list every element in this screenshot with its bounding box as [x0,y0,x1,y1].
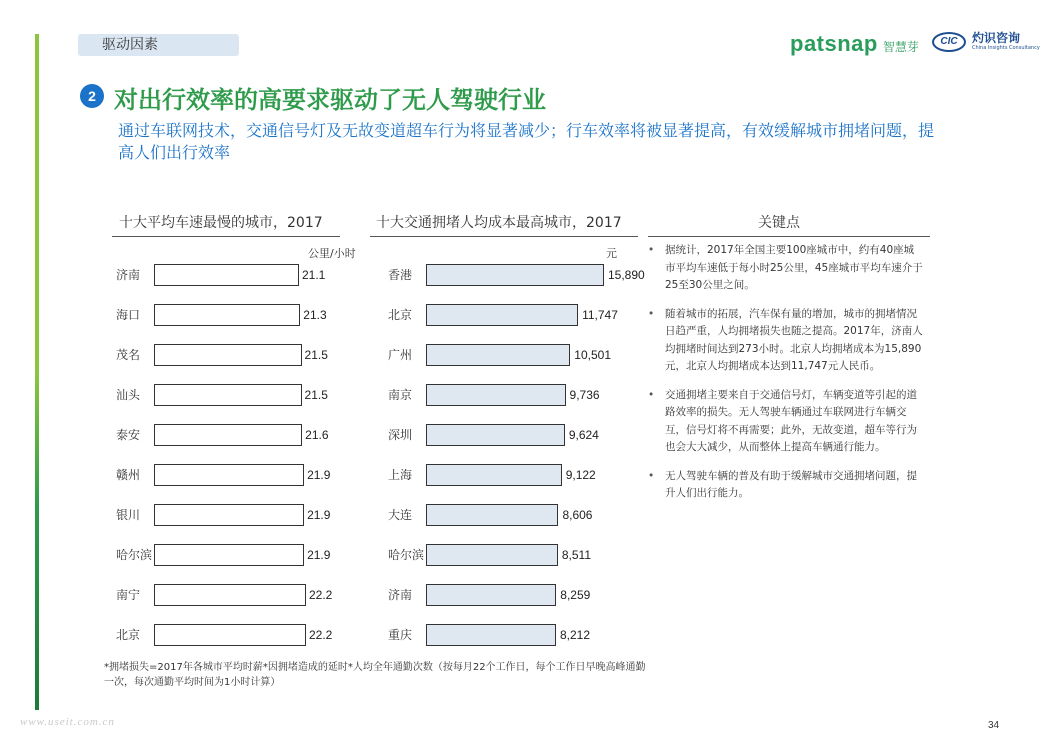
chart1-category-label: 茂名 [116,348,141,362]
chart2-bar [426,584,556,606]
chart1-bar [154,304,300,326]
chart1-bar [154,464,304,486]
chart2-value-label: 9,736 [569,388,600,402]
chart1-row [116,304,356,344]
chart1-row [116,624,356,664]
section-tag: 驱动因素 [78,34,239,56]
chart2-bar [426,384,566,406]
chart1-slowest-speed [116,264,356,654]
chart2-bar [426,424,565,446]
chart2-value-label: 8,606 [562,508,593,522]
page-title: 对出行效率的高要求驱动了无人驾驶行业 [114,86,546,114]
cic-logo-cn: 灼识咨询 [972,31,1021,45]
chart2-bar [426,544,558,566]
key-points-list [648,242,923,514]
chart1-category-label: 泰安 [116,428,141,442]
cic-logo [932,32,1040,52]
chart2-row [388,264,648,304]
chart1-category-label: 北京 [116,628,141,642]
chart1-title: 十大平均车速最慢的城市，2017 [119,215,323,231]
key-points-title: 关键点 [758,215,800,231]
chart2-bar [426,264,604,286]
chart2-value-label: 10,501 [574,348,611,362]
page-subtitle: 通过车联网技术，交通信号灯及无故变道超车行为将显著减少；行车效率将被显著提高，有效缓解城市拥堵问题，提高人们出行效率 [118,121,935,162]
chart2-bar [426,344,570,366]
chart2-row [388,584,648,624]
chart2-row [388,344,648,384]
chart1-row [116,264,356,304]
chart1-value-label: 22.2 [309,628,333,642]
chart2-row [388,544,648,584]
chart1-row [116,504,356,544]
patsnap-logo [790,31,919,55]
chart1-value-label: 21.5 [304,348,328,362]
chart2-row [388,424,648,464]
chart2-category-label: 广州 [388,348,413,362]
chart1-category-label: 赣州 [116,468,141,482]
chart1-row [116,544,356,584]
chart1-bar [154,624,306,646]
chart1-value-label: 21.3 [303,308,327,322]
key-point-item: • 交通拥堵主要来自于交通信号灯，车辆变道等引起的道路效率的损失。无人驾驶车辆通过车联网进行车辆交互，信号灯将不再需要；此外，无故变道，超车等行为也会大大减少，从而整体上提高车辆通行能力。 [648,387,923,457]
chart2-category-label: 哈尔滨 [388,548,425,562]
chart2-category-label: 北京 [388,308,413,322]
patsnap-logo-cn: 智慧芽 [882,40,919,54]
chart2-row [388,504,648,544]
chart1-bar [154,424,302,446]
chart1-bar [154,504,304,526]
chart2-row [388,384,648,424]
chart1-value-label: 21.9 [307,548,331,562]
chart2-value-label: 11,747 [582,308,618,322]
section-number-badge: 2 [80,84,104,108]
patsnap-logo-text: patsnap [790,31,878,56]
key-point-item: • 无人驾驶车辆的普及有助于缓解城市交通拥堵问题，提升人们出行能力。 [648,468,923,503]
chart2-category-label: 南京 [388,388,413,402]
chart1-value-label: 21.5 [304,388,328,402]
chart1-value-label: 21.9 [307,468,331,482]
chart2-value-label: 8,259 [560,588,591,602]
chart2-unit: 元 [606,247,617,260]
chart2-category-label: 济南 [388,588,413,602]
chart1-bar [154,584,306,606]
chart2-row [388,464,648,504]
chart1-category-label: 汕头 [116,388,141,402]
chart1-value-label: 21.9 [307,508,331,522]
left-accent-bar [35,34,39,710]
chart1-value-label: 21.1 [302,268,326,282]
chart2-value-label: 9,122 [565,468,596,482]
key-point-item: • 随着城市的拓展，汽车保有量的增加，城市的拥堵情况日趋严重，人均拥堵损失也随之提高。2017年，济南人均拥堵时间达到273小时。北京人均拥堵成本为15,890元，北京人均拥堵成本达到11,747元人民币。 [648,306,923,376]
chart2-category-label: 重庆 [388,628,413,642]
chart1-bar [154,344,302,366]
key-points-title-underline [648,236,930,237]
footnote: *拥堵损失=2017年各城市平均时薪*因拥堵造成的延时*人均全年通勤次数（按每月22个工作日，每个工作日早晚高峰通勤一次，每次通勤平均时间为1小时计算） [104,662,646,688]
chart1-category-label: 济南 [116,268,141,282]
chart2-value-label: 15,890 [608,268,645,282]
chart1-unit: 公里/小时 [308,247,356,260]
chart2-congestion-cost [388,264,648,654]
chart1-row [116,344,356,384]
chart1-row [116,384,356,424]
chart2-value-label: 9,624 [568,428,599,442]
chart2-bar [426,304,578,326]
chart2-category-label: 深圳 [388,428,413,442]
watermark: www.useit.com.cn [20,716,115,728]
chart2-row [388,304,648,344]
key-point-item: • 据统计，2017年全国主要100座城市中，约有40座城市平均车速低于每小时25公里，45座城市平均车速介于25至30公里之间。 [648,242,923,295]
chart2-category-label: 香港 [388,268,413,282]
chart2-row [388,624,648,664]
chart1-title-underline [112,236,340,237]
chart2-title-underline [370,236,638,237]
chart2-title: 十大交通拥堵人均成本最高城市，2017 [376,215,622,231]
cic-logo-mark: CIC [932,32,966,52]
chart1-row [116,584,356,624]
chart1-row [116,464,356,504]
chart2-bar [426,504,558,526]
chart1-bar [154,384,302,406]
chart1-value-label: 21.6 [305,428,329,442]
chart2-category-label: 大连 [388,508,413,522]
chart1-category-label: 海口 [116,308,141,322]
chart1-category-label: 南宁 [116,588,141,602]
chart2-value-label: 8,212 [560,628,591,642]
chart2-bar [426,464,562,486]
chart2-category-label: 上海 [388,468,413,482]
chart1-bar [154,544,304,566]
chart2-value-label: 8,511 [561,548,591,562]
chart1-bar [154,264,299,286]
chart1-value-label: 22.2 [309,588,333,602]
chart1-category-label: 哈尔滨 [116,548,153,562]
chart2-bar [426,624,556,646]
cic-logo-en: China Insights Consultancy [972,45,1040,51]
chart1-category-label: 银川 [116,508,141,522]
chart1-row [116,424,356,464]
page-number: 34 [988,720,1000,731]
